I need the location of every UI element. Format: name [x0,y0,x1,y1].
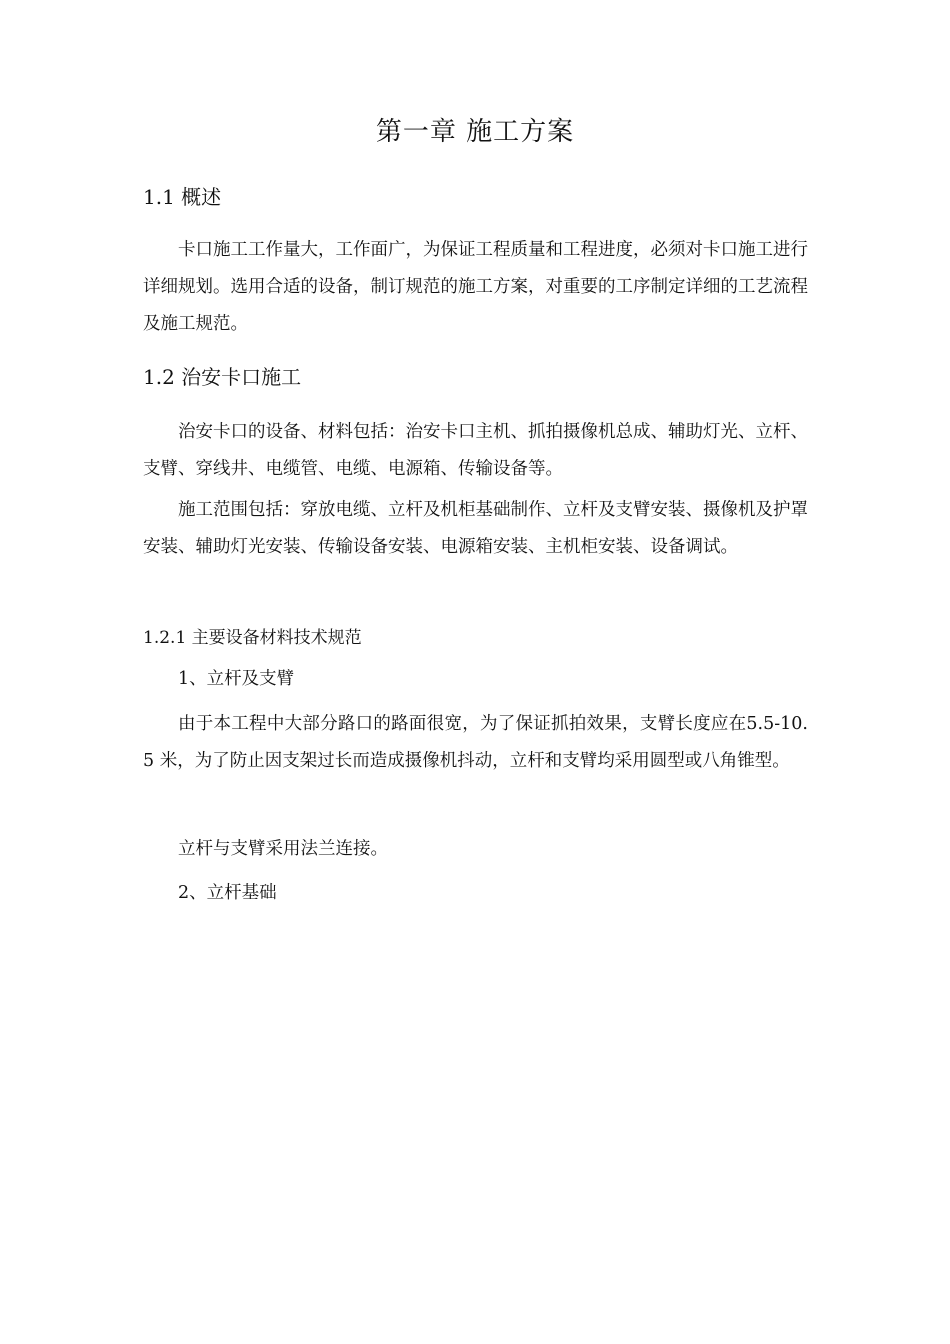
item-pole-and-arm-title: 1、立杆及支臂 [178,669,295,689]
subsection-heading-tech-specs: 1.2.1 主要设备材料技术规范 [143,628,362,648]
section-heading-overview: 1.1 概述 [143,185,222,209]
overview-paragraph: 卡口施工工作量大，工作面广，为保证工程质量和工程进度，必须对卡口施工进行详细规划。选用合适的设备，制订规范的施工方案，对重要的工序制定详细的工艺流程及施工规范。 [143,240,808,334]
item-pole-foundation-title: 2、立杆基础 [178,883,277,903]
flange-connection-paragraph: 立杆与支臂采用法兰连接。 [178,839,388,859]
construction-scope-paragraph: 施工范围包括：穿放电缆、立杆及机柜基础制作、立杆及支臂安装、摄像机及护罩安装、辅助灯光安装、传输设备安装、电源箱安装、主机柜安装、设备调试。 [143,500,808,557]
pole-arm-spec-paragraph: 由于本工程中大部分路口的路面很宽，为了保证抓拍效果，支臂长度应在5.5-10.5 米，为了防止因支架过长而造成摄像机抖动，立杆和支臂均采用圆型或八角锥型。 [143,714,808,771]
chapter-title: 第一章 施工方案 [375,117,575,147]
equipment-materials-paragraph: 治安卡口的设备、材料包括：治安卡口主机、抓拍摄像机总成、辅助灯光、立杆、支臂、穿线井、电缆管、电缆、电源箱、传输设备等。 [143,422,808,479]
section-heading-checkpoint-construction: 1.2 治安卡口施工 [143,365,302,389]
